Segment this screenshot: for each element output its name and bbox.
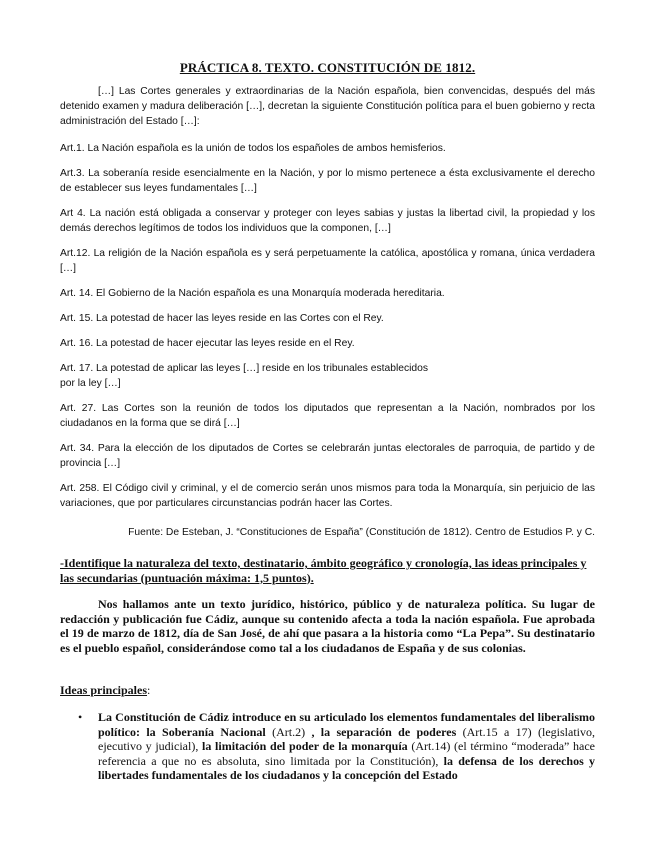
answer-paragraph: Nos hallamos ante un texto jurídico, histórico, público y de naturaleza política. Su lugar de redacción y publicación fue Cádiz, aunque su contenido afecta a toda la nación española. Fue aprobada el 19 de marzo de 1812, día de San José, de ahí que pasara a la historia como “La Pepa”. Su destinatario es el pueblo español, considerándose como tal a los ciudadanos de España y de sus colonias. — [60, 597, 595, 655]
source-citation: Fuente: De Esteban, J. “Constituciones de España” (Constitución de 1812). Centro de Estudios P. y C. — [128, 527, 595, 538]
question-heading: -Identifique la naturaleza del texto, destinatario, ámbito geográfico y cronología, las ideas principales y las secundarias (puntuación máxima: 1,5 puntos). — [60, 556, 587, 585]
ideas-list — [78, 710, 595, 783]
article-15: Art. 15. La potestad de hacer las leyes reside en las Cortes con el Rey. — [60, 313, 384, 324]
intro-paragraph: […] Las Cortes generales y extraordinarias de la Nación española, bien convencidas, después del más detenido examen y madura deliberación […], decretan la siguiente Constitución política para el buen gobierno y recta administración del Estado […]: — [60, 86, 595, 127]
bullet-text-7: la defensa de los derechos y libertades fundamentales de los ciudadanos y la concepción del Estado — [98, 753, 596, 782]
bullet-text-3: , la separación de poderes — [311, 724, 457, 739]
article-3: Art.3. La soberanía reside esencialmente en la Nación, y por lo mismo pertenece a ésta exclusivamente el derecho de establecer sus leyes fundamentales […] — [60, 168, 595, 194]
page-title: PRÁCTICA 8. TEXTO. CONSTITUCIÓN DE 1812. — [179, 60, 476, 75]
bullet-text-5: la limitación del poder de la monarquía — [202, 739, 408, 753]
article-14: Art. 14. El Gobierno de la Nación española es una Monarquía moderada hereditaria. — [60, 288, 445, 299]
bullet-icon: • — [78, 710, 83, 724]
article-17: Art. 17. La potestad de aplicar las leyes […] reside en los tribunales establecidos — [60, 363, 429, 374]
bullet-text-6: (Art.14) (el término “moderada” hace referencia a que no es absoluta, sino limitada por la Constitución), — [98, 739, 595, 768]
bullet-text-4: (Art.15 a 17) (legislativo, ejecutivo y judicial), — [98, 724, 596, 753]
article-27: Art. 27. Las Cortes son la reunión de todos los diputados que representan a la Nación, nombrados por los ciudadanos en la forma que se dirá […] — [60, 403, 595, 429]
bullet-text-1: La Constitución de Cádiz introduce en su articulado los elementos fundamentales del liberalismo político: la Soberanía Nacional — [98, 710, 595, 739]
article-258: Art. 258. El Código civil y criminal, y el de comercio serán unos mismos para toda la Monarquía, sin perjuicio de las variaciones, que por particulares circunstancias podrán hacer las Cortes. — [60, 483, 595, 509]
article-16: Art. 16. La potestad de hacer ejecutar las leyes reside en el Rey. — [60, 338, 355, 349]
bullet-text-2: (Art.2) — [265, 724, 312, 739]
article-12: Art.12. La religión de la Nación española es y será perpetuamente la católica, apostólica y romana, única verdadera […] — [60, 248, 595, 274]
ideas-heading — [60, 683, 150, 698]
ideas-heading-label: Ideas principales — [60, 683, 148, 697]
article-4: Art 4. La nación está obligada a conservar y proteger con leyes sabias y justas la libertad civil, la propiedad y los demás derechos legítimos de todos los individuos que la componen, […] — [60, 208, 595, 234]
article-17-continuation: por la ley […] — [60, 378, 121, 389]
list-item — [98, 710, 595, 783]
article-1: Art.1. La Nación española es la unión de todos los españoles de ambos hemisferios. — [60, 143, 446, 154]
articles-list — [60, 141, 595, 521]
ideas-heading-colon: : — [147, 683, 151, 697]
article-34: Art. 34. Para la elección de los diputados de Cortes se celebrarán juntas electorales de parroquia, de partido y de provincia […] — [60, 443, 595, 469]
